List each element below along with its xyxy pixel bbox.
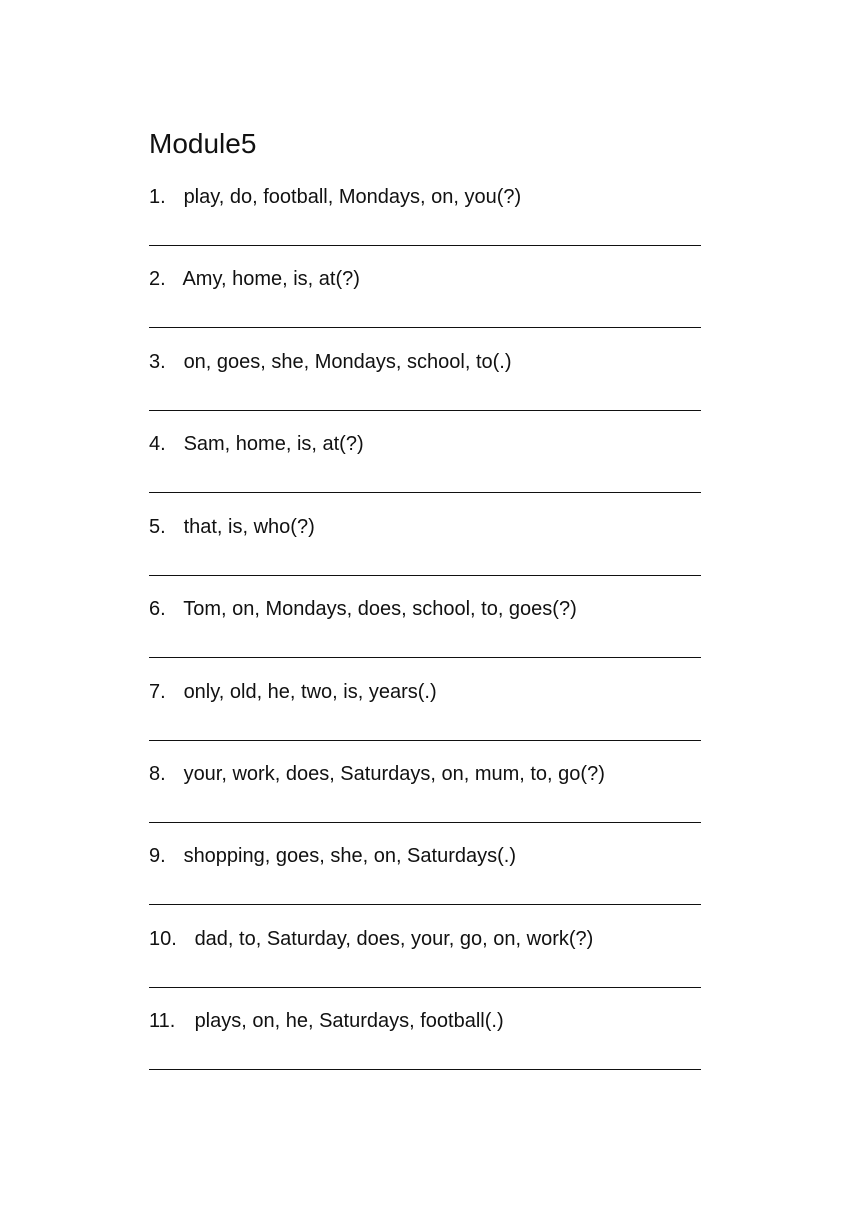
- question-text-row: [149, 431, 364, 457]
- question-text-row: [149, 1008, 504, 1034]
- question-text-row: [149, 596, 577, 622]
- question-item: [149, 266, 701, 348]
- question-text-row: [149, 679, 437, 705]
- question-number: 3.: [149, 351, 166, 373]
- question-number: 9.: [149, 845, 166, 867]
- page-title: Module5: [149, 128, 257, 159]
- answer-line[interactable]: [149, 987, 701, 988]
- question-number: 1.: [149, 186, 166, 208]
- answer-line[interactable]: [149, 575, 701, 576]
- question-text-row: [149, 349, 512, 375]
- question-number: 4.: [149, 433, 166, 455]
- question-item: [149, 926, 701, 1008]
- question-number: 7.: [149, 681, 166, 703]
- question-text-row: [149, 266, 360, 292]
- question-text-row: [149, 184, 521, 210]
- question-words: shopping, goes, she, on, Saturdays(.): [183, 845, 516, 867]
- answer-line[interactable]: [149, 822, 701, 823]
- question-number: 8.: [149, 763, 166, 785]
- question-item: [149, 843, 701, 925]
- answer-line[interactable]: [149, 904, 701, 905]
- question-item: [149, 349, 701, 431]
- question-words: dad, to, Saturday, does, your, go, on, work(?): [194, 928, 594, 950]
- question-number: 10.: [149, 928, 177, 950]
- question-words: Amy, home, is, at(?): [182, 268, 360, 290]
- question-item: [149, 761, 701, 843]
- question-number: 2.: [149, 268, 166, 290]
- question-words: play, do, football, Mondays, on, you(?): [183, 186, 522, 208]
- answer-line[interactable]: [149, 245, 701, 246]
- question-item: [149, 679, 701, 761]
- question-number: 5.: [149, 516, 166, 538]
- question-item: [149, 1008, 701, 1090]
- answer-line[interactable]: [149, 740, 701, 741]
- answer-line[interactable]: [149, 1069, 701, 1070]
- question-number: 11.: [149, 1010, 176, 1032]
- answer-line[interactable]: [149, 492, 701, 493]
- answer-line[interactable]: [149, 327, 701, 328]
- question-text-row: [149, 761, 605, 787]
- question-text-row: [149, 843, 516, 869]
- question-item: [149, 514, 701, 596]
- question-words: on, goes, she, Mondays, school, to(.): [183, 351, 512, 373]
- answer-line[interactable]: [149, 657, 701, 658]
- question-words: your, work, does, Saturdays, on, mum, to, go(?): [183, 763, 605, 785]
- question-number: 6.: [149, 598, 166, 620]
- question-words: plays, on, he, Saturdays, football(.): [194, 1010, 504, 1032]
- question-words: Tom, on, Mondays, does, school, to, goes(?): [183, 598, 577, 620]
- question-item: [149, 184, 701, 266]
- question-item: [149, 431, 701, 513]
- answer-line[interactable]: [149, 410, 701, 411]
- question-text-row: [149, 514, 315, 540]
- question-item: [149, 596, 701, 678]
- question-text-row: [149, 926, 593, 952]
- question-words: that, is, who(?): [183, 516, 315, 538]
- question-words: only, old, he, two, is, years(.): [183, 681, 437, 703]
- question-words: Sam, home, is, at(?): [183, 433, 364, 455]
